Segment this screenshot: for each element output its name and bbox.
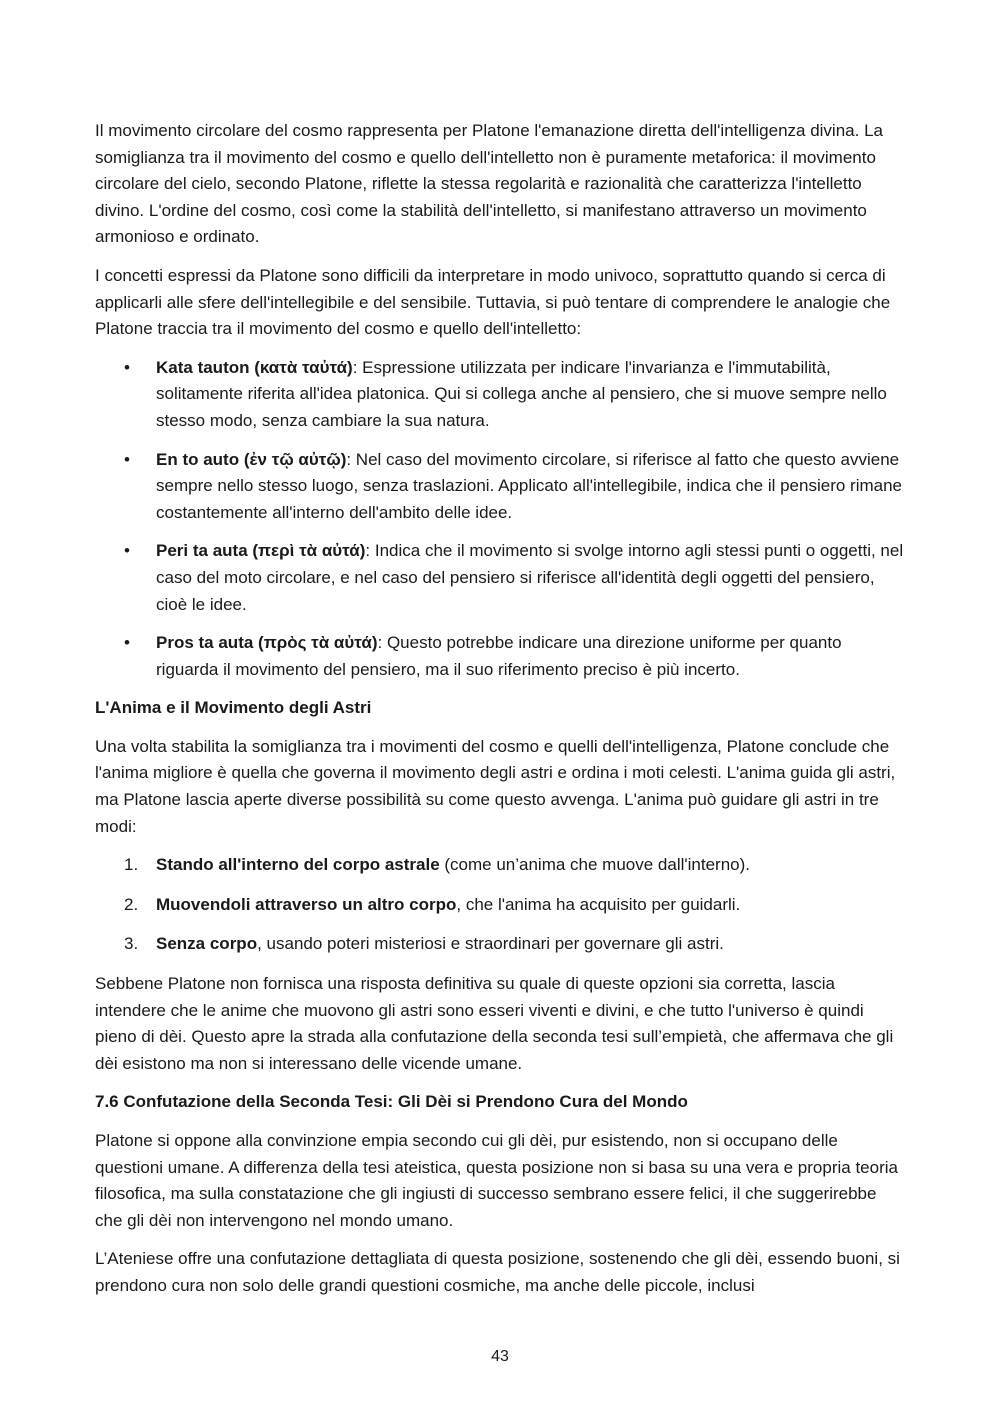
list-item-term: En to auto (ἐν τῷ αὐτῷ) bbox=[156, 449, 347, 469]
list-item-term: Stando all'interno del corpo astrale bbox=[156, 855, 440, 875]
list-item bbox=[95, 538, 907, 618]
bullet-icon: • bbox=[124, 541, 130, 561]
list-item-term: Pros ta auta (πρὸς τὰ αὐτά) bbox=[156, 633, 378, 653]
list-number: 3. bbox=[124, 934, 139, 954]
section-heading: 7.6 Confutazione della Seconda Tesi: Gli Dèi si Prendono Cura del Mondo bbox=[95, 1092, 688, 1112]
paragraph: Platone si oppone alla convinzione empia secondo cui gli dèi, pur esistendo, non si occupano delle questioni umane. A differenza della tesi ateistica, questa posizione non si basa su una vera e propria teoria filosofica, ma sulla constatazione che gli ingiusti di successo sembrano essere felici, il che suggerirebbe che gli dèi non intervengono nel mondo umano. bbox=[95, 1131, 898, 1230]
page-body bbox=[95, 118, 907, 1312]
list-item-term: Kata tauton (κατὰ ταὐτά) bbox=[156, 357, 353, 377]
list-item bbox=[95, 447, 907, 527]
bullet-icon: • bbox=[124, 449, 130, 469]
numbered-list bbox=[95, 852, 907, 958]
paragraph: Sebbene Platone non fornisca una risposta definitiva su quale di queste opzioni sia corretta, lascia intendere che le anime che muovono gli astri sono esseri viventi e divini, e che tutto l'universo è quindi pieno di dèi. Questo apre la strada alla confutazione della seconda tesi sull’empietà, che affermava che gli dèi esistono ma non si interessano delle vicende umane. bbox=[95, 974, 894, 1073]
list-item-text: : Indica che il movimento si svolge intorno agli stessi punti o oggetti, nel caso del moto circolare, e nel caso del pensiero si riferisce all'identità degli oggetti del pensiero, cioè le idee. bbox=[156, 541, 904, 614]
list-item-text: : Nel caso del movimento circolare, si riferisce al fatto che questo avviene sempre nello stesso luogo, senza traslazioni. Applicato all'intellegibile, indica che il pensiero rimane costantemente all'interno dell'ambito delle idee. bbox=[156, 449, 902, 522]
paragraph: Una volta stabilita la somiglianza tra i movimenti del cosmo e quelli dell'intelligenza, Platone conclude che l'anima migliore è quella che governa il movimento degli astri e ordina i moti celesti. L'anima guida gli astri, ma Platone lascia aperte diverse possibilità su come questo avvenga. L'anima può guidare gli astri in tre modi: bbox=[95, 736, 896, 836]
bullet-icon: • bbox=[124, 357, 130, 377]
list-item-term: Senza corpo bbox=[156, 934, 258, 954]
list-item-text: (come un’anima che muove dall'interno). bbox=[439, 855, 750, 875]
list-item-text: , che l'anima ha acquisito per guidarli. bbox=[456, 894, 741, 914]
list-item bbox=[95, 852, 907, 879]
list-item bbox=[95, 892, 907, 919]
page-number: 43 bbox=[491, 1348, 509, 1365]
list-item-text: : Espressione utilizzata per indicare l'invarianza e l'immutabilità, solitamente riferita all'idea platonica. Qui si collega anche al pensiero, che si muove sempre nello stesso modo, senza cambiare la sua natura. bbox=[156, 357, 887, 430]
list-item-text: , usando poteri misteriosi e straordinari per governare gli astri. bbox=[257, 934, 724, 954]
list-item bbox=[95, 630, 907, 683]
bullet-icon: • bbox=[124, 633, 130, 653]
list-item-term: Muovendoli attraverso un altro corpo bbox=[156, 894, 457, 914]
paragraph: L’Ateniese offre una confutazione dettagliata di questa posizione, sostenendo che gli dèi, essendo buoni, si prendono cura non solo delle grandi questioni cosmiche, ma anche delle piccole, inclusi bbox=[95, 1249, 900, 1295]
paragraph: I concetti espressi da Platone sono difficili da interpretare in modo univoco, soprattutto quando si cerca di applicarli alle sfere dell'intellegibile e del sensibile. Tuttavia, si può tentare di comprendere le analogie che Platone traccia tra il movimento del cosmo e quello dell'intelletto: bbox=[95, 265, 891, 339]
list-item-text: : Questo potrebbe indicare una direzione uniforme per quanto riguarda il movimento del pensiero, ma il suo riferimento preciso è più incerto. bbox=[156, 633, 842, 679]
section-heading: L'Anima e il Movimento degli Astri bbox=[95, 698, 372, 718]
paragraph: Il movimento circolare del cosmo rappresenta per Platone l'emanazione diretta dell'intelligenza divina. La somiglianza tra il movimento del cosmo e quello dell'intelletto non è puramente metaforica: il movimento circolare del cielo, secondo Platone, riflette la stessa regolarità e razionalità che caratterizza l'intelletto divino. L'ordine del cosmo, così come la stabilità dell'intelletto, si manifestano attraverso un movimento armonioso e ordinato. bbox=[95, 121, 883, 247]
list-item-term: Peri ta auta (περὶ τὰ αὐτά) bbox=[156, 541, 366, 561]
list-item bbox=[95, 931, 907, 958]
list-number: 1. bbox=[124, 855, 139, 875]
bullet-list bbox=[95, 355, 907, 684]
list-item bbox=[95, 355, 907, 435]
list-number: 2. bbox=[124, 894, 139, 914]
